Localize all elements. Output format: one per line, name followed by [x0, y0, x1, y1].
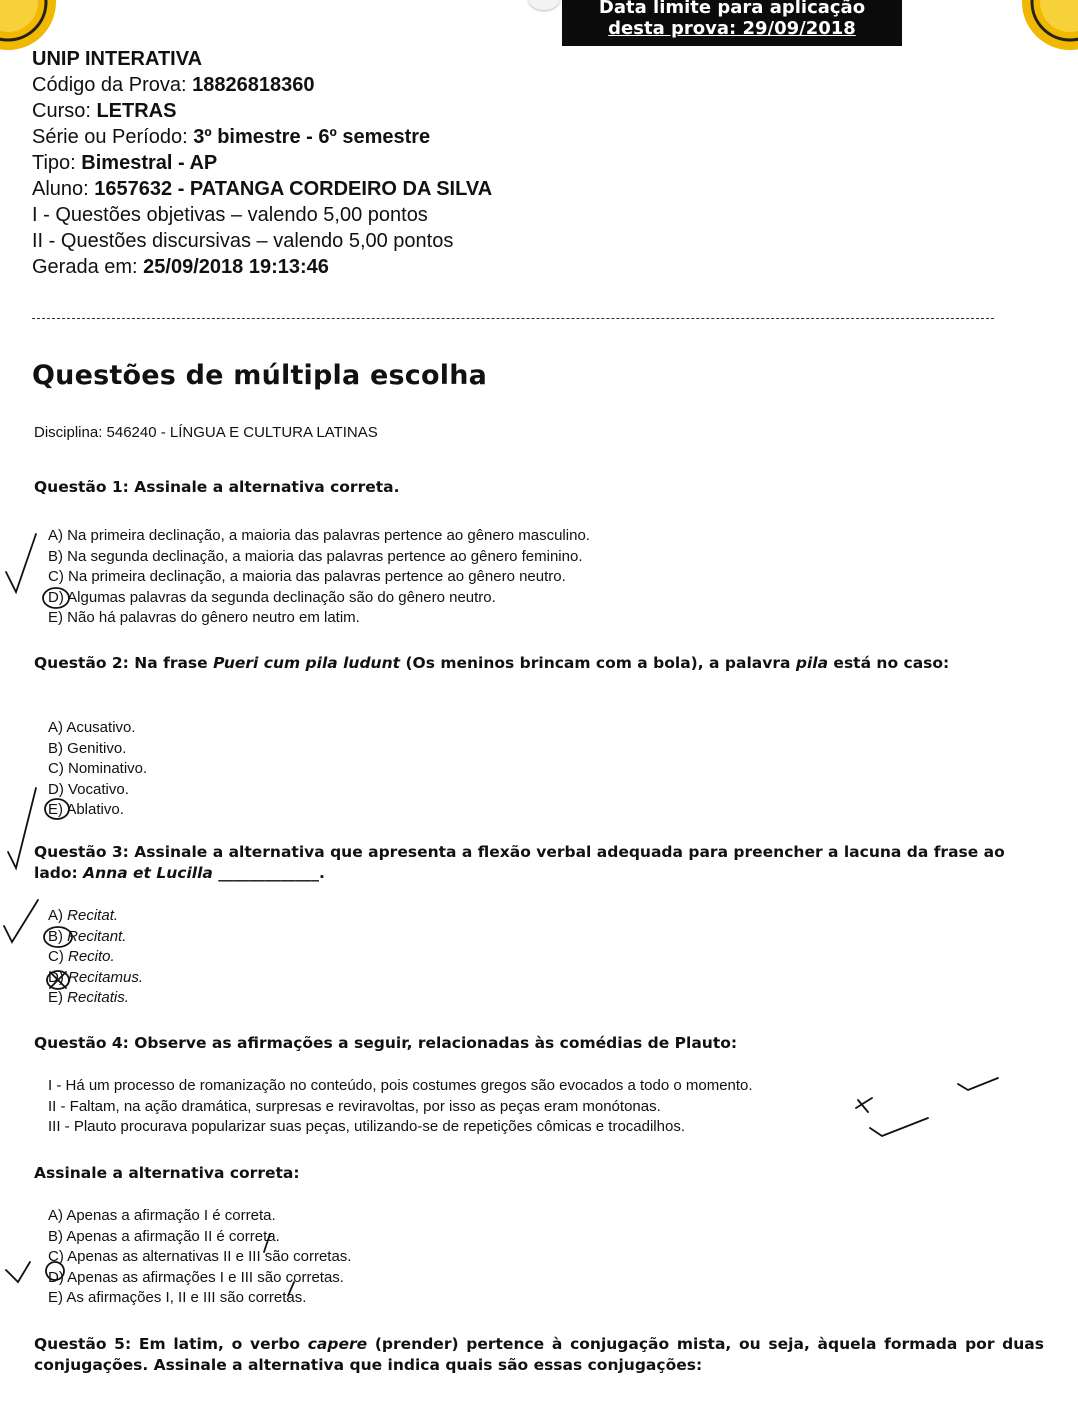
dashed-divider	[32, 318, 994, 319]
exam-code: 18826818360	[192, 74, 315, 96]
q3-letter-a: A)	[48, 907, 68, 924]
exam-code-row	[32, 72, 492, 98]
type-label: Tipo:	[32, 152, 76, 174]
deadline-line-1: Data limite para aplicação	[598, 0, 866, 18]
generated: 25/09/2018 19:13:46	[143, 256, 329, 278]
q3-word-a: Recitat.	[67, 907, 119, 924]
tick-statement-1	[958, 1078, 998, 1090]
student-row	[32, 176, 492, 202]
q3-prefix: Questão 3: Assinale a alternativa que apresenta a flexão verbal adequada para preencher a lacuna da frase ao lado:	[34, 843, 1005, 882]
q2-suffix: está no caso:	[828, 654, 950, 672]
question-4-options	[48, 1206, 351, 1309]
seal-logo-right	[1020, 0, 1078, 52]
q2-option-a: A) Acusativo.	[48, 719, 136, 736]
q5-latin-verb: capere	[307, 1335, 368, 1353]
q3-option-d	[48, 968, 143, 989]
q4-option-b: B) Apenas a afirmação II é correta.	[48, 1227, 280, 1245]
q4-option-c: C) Apenas as alternativas II e III são corretas.	[48, 1248, 352, 1265]
check-mark-q2	[8, 788, 36, 868]
generated-label: Gerada em:	[32, 256, 138, 278]
student-label: Aluno:	[32, 178, 89, 200]
q2-latin-phrase: Pueri cum pila ludunt	[213, 654, 401, 672]
q3-blank: _____________.	[212, 864, 325, 882]
discursive-line: II - Questões discursivas – valendo 5,00 pontos	[32, 230, 454, 252]
question-4: Questão 4: Observe as afirmações a seguir, relacionadas às comédias de Plauto:	[34, 1034, 738, 1052]
q2-option-d: D) Vocativo.	[48, 780, 129, 798]
deadline-banner	[562, 0, 902, 46]
course: LETRAS	[96, 100, 177, 122]
q1-option-a: A) Na primeira declinação, a maioria das palavras pertence ao gênero masculino.	[48, 527, 590, 544]
q3-word-d: Recitamus.	[68, 968, 144, 986]
q3-latin-phrase: Anna et Lucilla	[83, 864, 213, 882]
course-row	[32, 98, 492, 124]
q2-prefix: Questão 2: Na frase	[34, 654, 214, 672]
period-label: Série ou Período:	[32, 126, 188, 148]
question-2-options	[48, 718, 147, 821]
q3-option-a	[48, 906, 143, 927]
section-title: Questões de múltipla escolha	[32, 360, 488, 391]
question-4-prompt: Assinale a alternativa correta:	[34, 1164, 300, 1182]
deadline-line-2: desta prova: 29/09/2018	[608, 18, 856, 39]
q3-option-c	[48, 947, 143, 968]
exam-header	[32, 46, 492, 280]
tick-statement-3	[870, 1118, 928, 1136]
q3-letter-d: D)	[48, 968, 68, 986]
q1-option-c: C) Na primeira declinação, a maioria das palavras pertence ao gênero neutro.	[48, 568, 566, 585]
q3-word-c: Recito.	[68, 948, 115, 965]
q2-option-e: E) Ablativo.	[48, 801, 124, 818]
q5-suffix: (prender) pertence à conjugação mista, ou seja, àquela formada por duas conjugações. Assinale a alternativa que indica quais são essas conjugações:	[34, 1335, 1044, 1374]
question-3-options	[48, 906, 143, 1009]
q4-option-e: E) As afirmações I, II e III são corretas.	[48, 1289, 307, 1306]
q3-letter-e: E)	[48, 989, 68, 1006]
question-5	[34, 1334, 1044, 1376]
q2-option-c: C) Nominativo.	[48, 760, 148, 777]
x-statement-2	[856, 1098, 872, 1112]
institution: UNIP INTERATIVA	[32, 48, 203, 70]
question-1-options	[48, 526, 590, 629]
q4-option-a: A) Apenas a afirmação I é correta.	[48, 1207, 276, 1224]
q3-letter-b: B)	[48, 927, 68, 945]
q4-option-d: D) Apenas as afirmações I e III são corretas.	[48, 1268, 344, 1286]
q2-middle: (Os meninos brincam com a bola), a palavra	[400, 654, 796, 672]
course-label: Curso:	[32, 100, 91, 122]
question-2	[34, 654, 949, 672]
q3-option-b	[48, 927, 143, 948]
q1-option-b: B) Na segunda declinação, a maioria das palavras pertence ao gênero feminino.	[48, 547, 583, 565]
exam-code-label: Código da Prova:	[32, 74, 187, 96]
type: Bimestral - AP	[81, 152, 218, 174]
check-mark-q1	[6, 534, 36, 592]
question-4-statements	[48, 1076, 753, 1138]
q3-word-e: Recitatis.	[67, 989, 129, 1006]
period-row	[32, 124, 492, 150]
q3-word-b: Recitant.	[67, 927, 127, 945]
period: 3º bimestre - 6º semestre	[193, 126, 431, 148]
question-3	[34, 842, 1034, 884]
page-curl	[528, 0, 560, 10]
generated-row	[32, 254, 492, 280]
discipline: Disciplina: 546240 - LÍNGUA E CULTURA LATINAS	[34, 424, 378, 441]
q4-statement-1: I - Há um processo de romanização no conteúdo, pois costumes gregos são evocados a todo o momento.	[48, 1077, 753, 1094]
student: 1657632 - PATANGA CORDEIRO DA SILVA	[94, 178, 493, 200]
q4-statement-3: III - Plauto procurava popularizar suas peças, utilizando-se de repetições cômicas e trocadilhos.	[48, 1118, 685, 1135]
q3-option-e	[48, 988, 143, 1009]
check-mark-q4	[6, 1262, 30, 1282]
q2-option-b: B) Genitivo.	[48, 739, 127, 757]
q1-option-d: D) Algumas palavras da segunda declinação são do gênero neutro.	[48, 588, 496, 606]
type-row	[32, 150, 492, 176]
objective-line: I - Questões objetivas – valendo 5,00 pontos	[32, 204, 428, 226]
q1-option-e: E) Não há palavras do gênero neutro em latim.	[48, 609, 360, 626]
q2-latin-word: pila	[795, 654, 829, 672]
q4-statement-2: II - Faltam, na ação dramática, surpresas e reviravoltas, por isso as peças eram monótonas.	[48, 1097, 661, 1115]
seal-logo-left	[0, 0, 58, 52]
check-mark-q3	[4, 900, 38, 942]
q5-prefix: Questão 5: Em latim, o verbo	[34, 1335, 308, 1353]
q3-letter-c: C)	[48, 948, 68, 965]
question-1: Questão 1: Assinale a alternativa correta.	[34, 478, 400, 496]
